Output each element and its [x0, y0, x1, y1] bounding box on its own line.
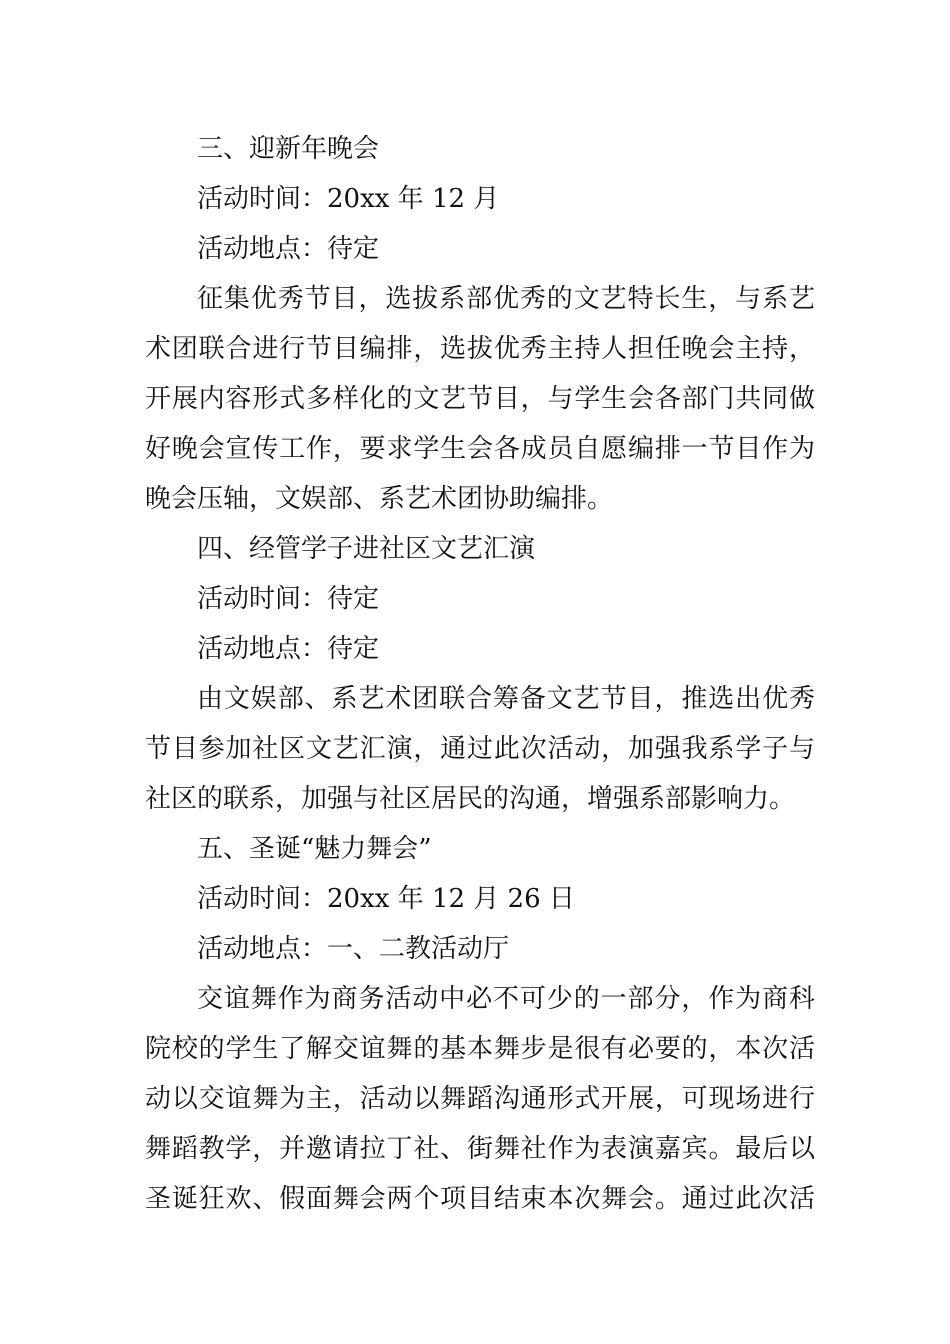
paragraph-line: 动以交谊舞为主，活动以舞蹈沟通形式开展，可现场进行: [145, 1084, 815, 1114]
document-body: [145, 124, 815, 1224]
paragraph-line: 社区的联系，加强与社区居民的沟通，增强系部影响力。: [145, 784, 796, 814]
paragraph-line: 院校的学生了解交谊舞的基本舞步是很有必要的，本次活: [145, 1034, 815, 1064]
paragraph-line: 征集优秀节目，选拔系部优秀的文艺特长生，与系艺: [197, 284, 815, 314]
section-heading-5: 五、圣诞“魅力舞会”: [197, 834, 432, 864]
paragraph-line: 舞蹈教学，并邀请拉丁社、街舞社作为表演嘉宾。最后以: [145, 1134, 815, 1164]
activity-time-4: 活动时间：待定: [197, 584, 380, 614]
activity-time-3: 活动时间：20xx 年 12 月: [197, 184, 500, 214]
paragraph-line: 节目参加社区文艺汇演，通过此次活动，加强我系学子与: [145, 734, 815, 764]
activity-place-5: 活动地点：一、二教活动厅: [197, 934, 510, 964]
paragraph-line: 开展内容形式多样化的文艺节目，与学生会各部门共同做: [145, 384, 815, 414]
paragraph-line: 由文娱部、系艺术团联合筹备文艺节目，推选出优秀: [197, 684, 815, 714]
paragraph-line: 圣诞狂欢、假面舞会两个项目结束本次舞会。通过此次活: [145, 1184, 815, 1214]
section-heading-3: 三、迎新年晚会: [197, 134, 380, 164]
paragraph-line: 晚会压轴，文娱部、系艺术团协助编排。: [145, 484, 614, 514]
paragraph-line: 好晚会宣传工作，要求学生会各成员自愿编排一节目作为: [145, 434, 815, 464]
activity-place-3: 活动地点：待定: [197, 234, 380, 264]
activity-time-5: 活动时间：20xx 年 12 月 26 日: [197, 884, 575, 914]
paragraph-line: 术团联合进行节目编排，选拔优秀主持人担任晚会主持，: [145, 334, 815, 364]
activity-place-4: 活动地点：待定: [197, 634, 380, 664]
section-heading-4: 四、经管学子进社区文艺汇演: [197, 534, 536, 564]
paragraph-line: 交谊舞作为商务活动中必不可少的一部分，作为商科: [197, 984, 815, 1014]
